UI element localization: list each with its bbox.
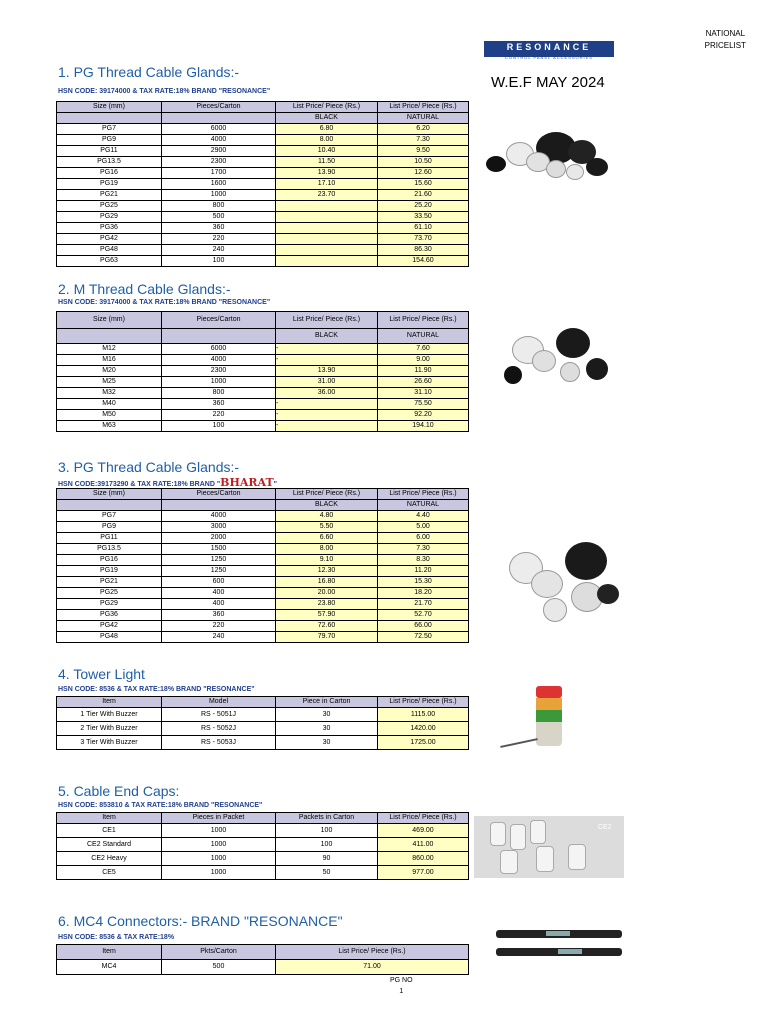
table-cell: 2900 (162, 146, 276, 157)
section6-hsn: HSN CODE: 8536 & TAX RATE:18% (58, 934, 175, 941)
table-cell: 15.60 (378, 179, 469, 190)
table-row (57, 201, 469, 212)
header-cell: List Price/ Piece (Rs.) (276, 489, 378, 500)
table-cell: 6.20 (378, 124, 469, 135)
table-cell: PG19 (57, 566, 162, 577)
header-cell: BLACK (276, 329, 378, 344)
table-cell: 12.60 (378, 168, 469, 179)
pricelist-label: PRICELIST (704, 41, 746, 50)
header-cell (162, 500, 276, 511)
table-row (57, 736, 469, 750)
table-cell: 400 (162, 599, 276, 610)
page-number (390, 975, 413, 997)
table-cell: 800 (162, 388, 276, 399)
table-cell: 8.00 (276, 135, 378, 146)
header-cell: Pieces/Carton (162, 489, 276, 500)
table-cell: PG42 (57, 234, 162, 245)
tower-light-table (56, 696, 469, 750)
national-label: NATIONAL (705, 29, 746, 38)
section5-title: 5. Cable End Caps: (58, 783, 180, 799)
table-row (57, 135, 469, 146)
table-cell: PG9 (57, 522, 162, 533)
table-cell: PG29 (57, 212, 162, 223)
table-cell: 100 (162, 256, 276, 267)
table-cell: 10.50 (378, 157, 469, 168)
table-cell: 61.10 (378, 223, 469, 234)
table-row (57, 344, 469, 355)
header-cell (57, 329, 162, 344)
table-subheader-row (57, 113, 469, 124)
table-cell (276, 212, 378, 223)
table-cell: 73.70 (378, 234, 469, 245)
table-row (57, 410, 469, 421)
table-cell: M63 (57, 421, 162, 432)
table-row (57, 245, 469, 256)
table-cell: 6.00 (378, 533, 469, 544)
table-cell: 11.50 (276, 157, 378, 168)
section4-title: 4. Tower Light (58, 666, 145, 682)
table-row (57, 588, 469, 599)
table-row (57, 179, 469, 190)
mc4-connectors-table (56, 944, 469, 975)
table-cell: 23.80 (276, 599, 378, 610)
table-row (57, 190, 469, 201)
table-cell: 9.10 (276, 555, 378, 566)
table-cell: 1000 (162, 190, 276, 201)
cable-end-caps-table (56, 812, 469, 880)
table-cell: PG25 (57, 201, 162, 212)
table-cell: 30 (276, 708, 378, 722)
table-cell: 220 (162, 621, 276, 632)
table-cell: 1000 (162, 852, 276, 866)
table-cell: 2300 (162, 366, 276, 377)
table-row (57, 522, 469, 533)
table-cell: RS - 5052J (162, 722, 276, 736)
table-cell: 400 (162, 588, 276, 599)
header-cell (57, 500, 162, 511)
table-cell: 5.50 (276, 522, 378, 533)
table-cell: 154.60 (378, 256, 469, 267)
table-cell: 13.90 (276, 366, 378, 377)
table-cell: 5.00 (378, 522, 469, 533)
table-cell: 2000 (162, 533, 276, 544)
header-cell: NATURAL (378, 329, 469, 344)
header-cell: List Price/ Piece (Rs.) (378, 102, 469, 113)
table-cell: 13.90 (276, 168, 378, 179)
header-cell (162, 113, 276, 124)
table-cell: 100 (276, 838, 378, 852)
table-row (57, 599, 469, 610)
section1-hsn: HSN CODE: 39174000 & TAX RATE:18% BRAND "RESONANCE" (58, 88, 271, 95)
table-cell: 50 (276, 866, 378, 880)
table-header-row (57, 489, 469, 500)
table-cell: 4000 (162, 511, 276, 522)
table-row (57, 377, 469, 388)
section2-hsn: HSN CODE: 39174000 & TAX RATE:18% BRAND "RESONANCE" (58, 299, 271, 306)
table-cell: 18.20 (378, 588, 469, 599)
table-cell: 21.70 (378, 599, 469, 610)
mc4-connector-image (496, 926, 626, 962)
table-header-row (57, 945, 469, 960)
table-row (57, 124, 469, 135)
table-cell: 9.00 (378, 355, 469, 366)
table-row (57, 577, 469, 588)
table-cell: 7.30 (378, 544, 469, 555)
section1-title: 1. PG Thread Cable Glands:- (58, 64, 240, 80)
table-cell: 30 (276, 722, 378, 736)
header-cell: Item (57, 945, 162, 960)
table-cell: 6000 (162, 344, 276, 355)
table-cell: 7.30 (378, 135, 469, 146)
table-cell: PG48 (57, 632, 162, 643)
section3-hsn-end: " (273, 481, 277, 488)
table-cell: 411.00 (378, 838, 469, 852)
table-cell: 10.40 (276, 146, 378, 157)
table-row (57, 388, 469, 399)
header-cell: BLACK (276, 113, 378, 124)
bharat-brand-logo: BHARAT (220, 476, 274, 489)
section6-title: 6. MC4 Connectors:- BRAND "RESONANCE" (58, 913, 343, 929)
header-cell: Size (mm) (57, 102, 162, 113)
header-cell: Pieces in Packet (162, 813, 276, 824)
bharat-pg-glands-table (56, 488, 469, 643)
table-cell: 4.80 (276, 511, 378, 522)
table-row (57, 722, 469, 736)
table-cell: 6.60 (276, 533, 378, 544)
section3-title: 3. PG Thread Cable Glands:- (58, 459, 240, 475)
header-cell: List Price/ Piece (Rs.) (276, 945, 469, 960)
table-cell: PG7 (57, 511, 162, 522)
header-cell: List Price/ Piece (Rs.) (276, 102, 378, 113)
table-row (57, 366, 469, 377)
logo-tagline: CONTROL PANEL ACCESSORIES (505, 55, 593, 60)
table-row (57, 355, 469, 366)
table-row (57, 533, 469, 544)
table-row (57, 566, 469, 577)
header-cell: List Price/ Piece (Rs.) (378, 697, 469, 708)
table-cell: PG36 (57, 610, 162, 621)
table-row (57, 708, 469, 722)
pg-cable-gland-image (486, 130, 621, 185)
table-row (57, 511, 469, 522)
table-cell: M16 (57, 355, 162, 366)
table-cell: 240 (162, 632, 276, 643)
table-row (57, 399, 469, 410)
table-cell: 16.80 (276, 577, 378, 588)
table-cell: PG25 (57, 588, 162, 599)
table-row (57, 168, 469, 179)
table-row (57, 621, 469, 632)
header-cell: Piece in Carton (276, 697, 378, 708)
table-cell: PG16 (57, 555, 162, 566)
table-row (57, 610, 469, 621)
table-cell: 2 Tier With Buzzer (57, 722, 162, 736)
header-cell: List Price/ Piece (Rs.) (276, 312, 378, 329)
table-row (57, 146, 469, 157)
table-cell: 86.30 (378, 245, 469, 256)
table-cell (276, 256, 378, 267)
m-thread-glands-table (56, 311, 469, 432)
table-cell: 600 (162, 577, 276, 588)
table-cell: 3 Tier With Buzzer (57, 736, 162, 750)
table-cell: - (276, 410, 378, 421)
table-cell: 220 (162, 410, 276, 421)
table-cell: 57.90 (276, 610, 378, 621)
section5-hsn: HSN CODE: 853810 & TAX RATE:18% BRAND "RESONANCE" (58, 802, 263, 809)
table-cell: 6000 (162, 124, 276, 135)
table-cell: 15.30 (378, 577, 469, 588)
table-cell: PG42 (57, 621, 162, 632)
table-cell: 72.50 (378, 632, 469, 643)
table-cell: 1725.00 (378, 736, 469, 750)
table-header-row (57, 102, 469, 113)
table-cell: 90 (276, 852, 378, 866)
table-cell: 12.30 (276, 566, 378, 577)
table-cell: 66.00 (378, 621, 469, 632)
table-cell: PG63 (57, 256, 162, 267)
header-cell: BLACK (276, 500, 378, 511)
table-row (57, 632, 469, 643)
table-row (57, 852, 469, 866)
table-cell: 17.10 (276, 179, 378, 190)
table-cell: 1500 (162, 544, 276, 555)
header-cell: List Price/ Piece (Rs.) (378, 813, 469, 824)
table-cell: 240 (162, 245, 276, 256)
table-header-row (57, 312, 469, 329)
table-cell: M40 (57, 399, 162, 410)
table-row (57, 824, 469, 838)
header-cell (162, 329, 276, 344)
table-cell: PG21 (57, 190, 162, 201)
header-cell (57, 113, 162, 124)
table-cell: CE5 (57, 866, 162, 880)
cable-end-caps-image (474, 816, 624, 878)
table-row (57, 212, 469, 223)
table-cell: 4000 (162, 355, 276, 366)
table-cell: 7.60 (378, 344, 469, 355)
national-pricelist-note (705, 28, 746, 52)
table-cell: 52.70 (378, 610, 469, 621)
table-cell: 469.00 (378, 824, 469, 838)
table-row (57, 256, 469, 267)
section2-title: 2. M Thread Cable Glands:- (58, 281, 231, 297)
table-cell: 31.10 (378, 388, 469, 399)
table-cell: 1250 (162, 566, 276, 577)
table-cell (276, 223, 378, 234)
table-cell: 194.10 (378, 421, 469, 432)
table-cell: 1 Tier With Buzzer (57, 708, 162, 722)
table-row (57, 838, 469, 852)
table-cell: 71.00 (276, 960, 469, 975)
table-row (57, 960, 469, 975)
table-row (57, 544, 469, 555)
table-cell (276, 245, 378, 256)
table-cell: PG21 (57, 577, 162, 588)
table-cell: 25.20 (378, 201, 469, 212)
table-cell: - (276, 355, 378, 366)
pg-thread-glands-table (56, 101, 469, 267)
table-cell: PG13.5 (57, 157, 162, 168)
m-cable-gland-image (500, 328, 612, 390)
table-row (57, 866, 469, 880)
table-cell: 8.30 (378, 555, 469, 566)
table-cell: - (276, 421, 378, 432)
header-cell: Model (162, 697, 276, 708)
table-cell: 4.40 (378, 511, 469, 522)
tower-light-image (500, 684, 570, 754)
table-cell: 1600 (162, 179, 276, 190)
header-cell: Pkts/Carton (162, 945, 276, 960)
table-cell: 8.00 (276, 544, 378, 555)
resonance-logo: RESONANCE (484, 41, 614, 57)
table-cell: PG19 (57, 179, 162, 190)
header-cell: NATURAL (378, 113, 469, 124)
table-header-row (57, 813, 469, 824)
table-cell: 1115.00 (378, 708, 469, 722)
table-cell: 1250 (162, 555, 276, 566)
table-cell: 1000 (162, 838, 276, 852)
table-cell: PG11 (57, 146, 162, 157)
table-cell (276, 234, 378, 245)
table-cell: RS - 5053J (162, 736, 276, 750)
page-number-label: PG NO (390, 977, 413, 984)
table-cell: PG16 (57, 168, 162, 179)
table-cell: MC4 (57, 960, 162, 975)
table-cell: 11.90 (378, 366, 469, 377)
bharat-cable-gland-image (505, 540, 623, 630)
table-cell: PG13.5 (57, 544, 162, 555)
table-cell: 75.50 (378, 399, 469, 410)
table-cell: PG11 (57, 533, 162, 544)
table-cell: 360 (162, 223, 276, 234)
table-cell: PG9 (57, 135, 162, 146)
table-cell: 31.00 (276, 377, 378, 388)
table-header-row (57, 697, 469, 708)
table-cell: M12 (57, 344, 162, 355)
table-row (57, 421, 469, 432)
table-cell: 72.60 (276, 621, 378, 632)
table-cell: 3000 (162, 522, 276, 533)
header-cell: List Price/ Piece (Rs.) (378, 489, 469, 500)
table-cell: 6.80 (276, 124, 378, 135)
table-cell: 800 (162, 201, 276, 212)
table-cell: M25 (57, 377, 162, 388)
table-row (57, 223, 469, 234)
table-cell: 1420.00 (378, 722, 469, 736)
table-cell: M50 (57, 410, 162, 421)
table-row (57, 234, 469, 245)
table-cell: - (276, 344, 378, 355)
table-cell: 92.20 (378, 410, 469, 421)
table-cell: CE1 (57, 824, 162, 838)
table-subheader-row (57, 329, 469, 344)
header-cell: Item (57, 813, 162, 824)
table-subheader-row (57, 500, 469, 511)
table-cell: 11.20 (378, 566, 469, 577)
table-cell: 30 (276, 736, 378, 750)
effective-date: W.E.F MAY 2024 (491, 74, 605, 91)
table-cell: 360 (162, 610, 276, 621)
header-cell: Size (mm) (57, 489, 162, 500)
table-cell: CE2 Heavy (57, 852, 162, 866)
page-number-value: 1 (399, 988, 404, 995)
table-cell: CE2 Standard (57, 838, 162, 852)
table-cell: 860.00 (378, 852, 469, 866)
table-cell: 1000 (162, 866, 276, 880)
table-cell: 977.00 (378, 866, 469, 880)
header-cell: List Price/ Piece (Rs.) (378, 312, 469, 329)
table-cell: 2300 (162, 157, 276, 168)
section4-hsn: HSN CODE: 8536 & TAX RATE:18% BRAND "RESONANCE" (58, 686, 255, 693)
table-cell: 500 (162, 960, 276, 975)
header-cell: Pieces/Carton (162, 102, 276, 113)
table-cell: 1000 (162, 377, 276, 388)
header-cell: NATURAL (378, 500, 469, 511)
header-cell: Item (57, 697, 162, 708)
header-cell: Size (mm) (57, 312, 162, 329)
table-cell: PG36 (57, 223, 162, 234)
table-cell: 100 (162, 421, 276, 432)
table-cell: PG48 (57, 245, 162, 256)
table-cell: 79.70 (276, 632, 378, 643)
table-row (57, 555, 469, 566)
table-cell: 9.50 (378, 146, 469, 157)
table-cell: 36.00 (276, 388, 378, 399)
table-cell: 20.00 (276, 588, 378, 599)
table-cell: 1000 (162, 824, 276, 838)
table-cell: 33.50 (378, 212, 469, 223)
table-cell: - (276, 399, 378, 410)
table-cell: 220 (162, 234, 276, 245)
table-cell: RS - 5051J (162, 708, 276, 722)
table-cell: 500 (162, 212, 276, 223)
table-cell: 21.60 (378, 190, 469, 201)
header-cell: Pieces/Carton (162, 312, 276, 329)
table-row (57, 157, 469, 168)
section3-hsn-text: HSN CODE:39173290 & TAX RATE:18% BRAND " (58, 481, 221, 488)
table-cell: 23.70 (276, 190, 378, 201)
table-cell: M32 (57, 388, 162, 399)
table-cell: 26.60 (378, 377, 469, 388)
table-cell: 100 (276, 824, 378, 838)
table-cell: 4000 (162, 135, 276, 146)
table-cell: 1700 (162, 168, 276, 179)
table-cell: 360 (162, 399, 276, 410)
table-cell: PG29 (57, 599, 162, 610)
header-cell: Packets in Carton (276, 813, 378, 824)
table-cell (276, 201, 378, 212)
ce2-image-label: CE2 (598, 824, 612, 831)
table-cell: M20 (57, 366, 162, 377)
table-cell: PG7 (57, 124, 162, 135)
